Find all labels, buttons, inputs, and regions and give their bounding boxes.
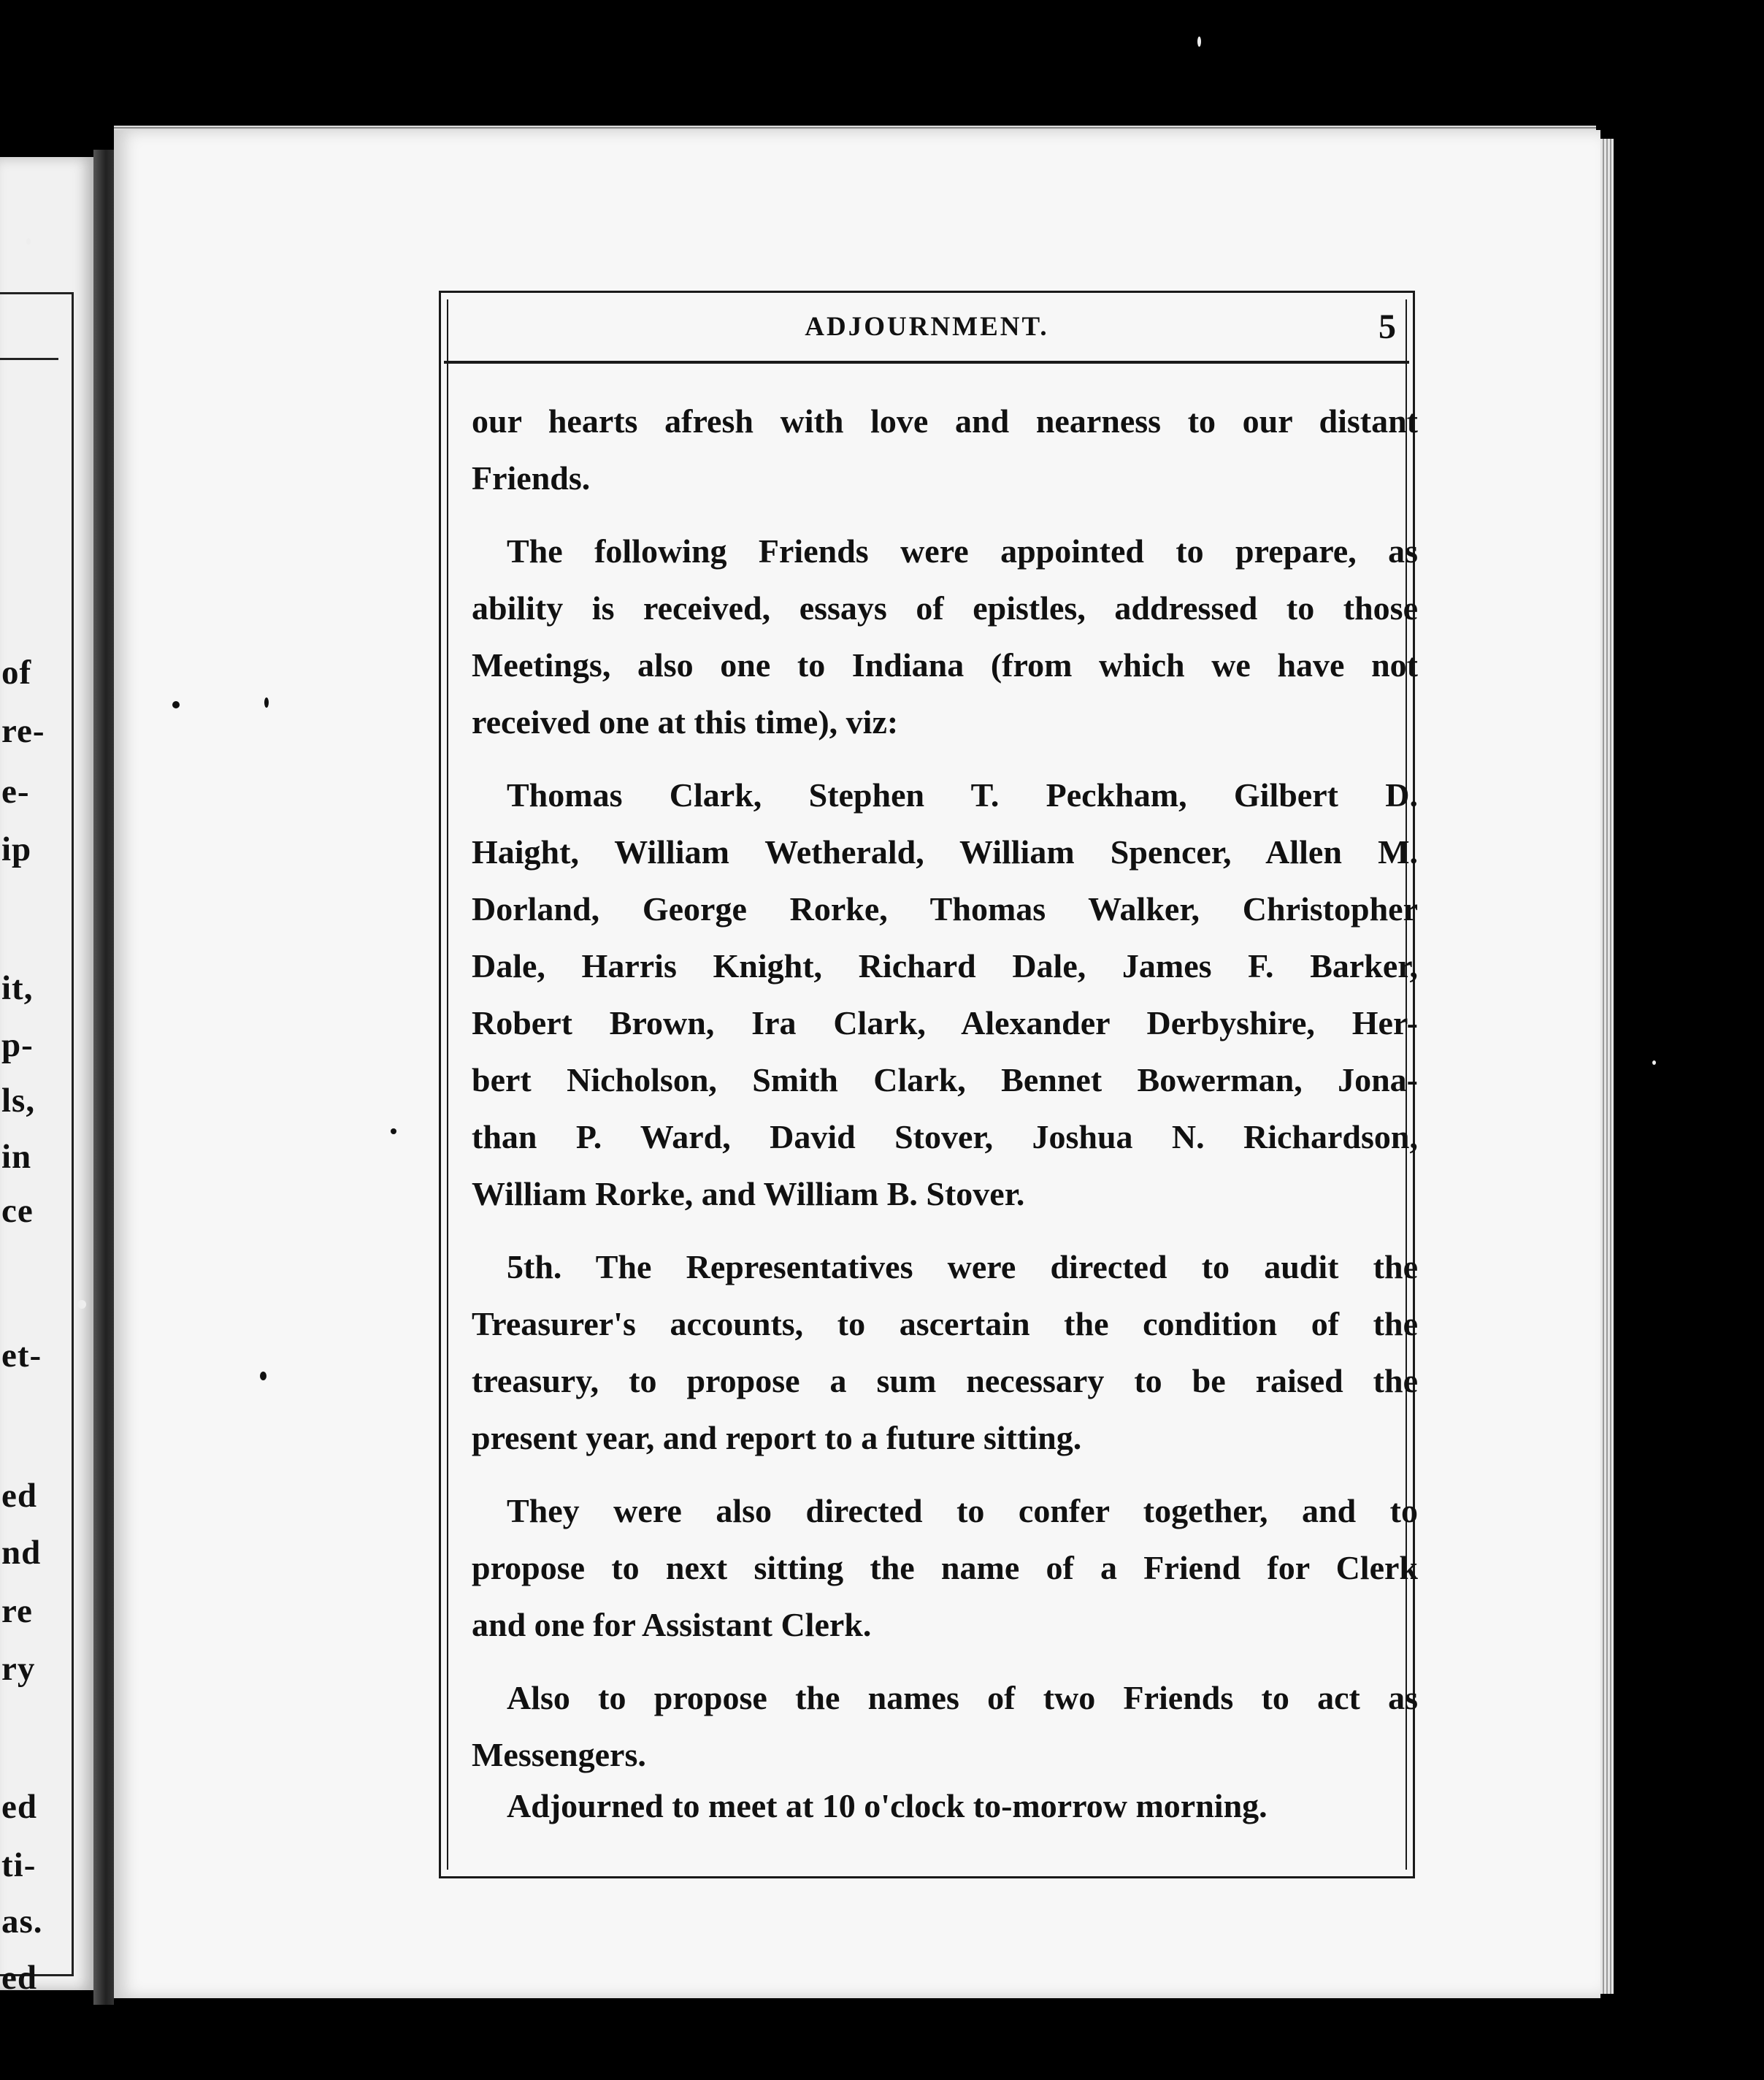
page-number: 5	[1378, 307, 1396, 346]
text-line: They were also directed to confer together, and to	[507, 1492, 1418, 1529]
body-text	[472, 393, 1421, 1835]
left-page-fragment: ip	[1, 830, 32, 868]
previous-page-head-rule	[0, 358, 58, 360]
scan-speck	[77, 1300, 86, 1309]
left-page-fragment: ce	[1, 1192, 34, 1230]
text-line: propose to next sitting the name of a Friend for Clerk	[472, 1549, 1418, 1586]
scan-speck	[172, 701, 180, 708]
running-head	[439, 291, 1415, 362]
text-line: Robert Brown, Ira Clark, Alexander Derbyshire, Her-	[472, 1004, 1418, 1041]
text-line: ability is received, essays of epistles, addressed to those	[472, 589, 1418, 627]
left-page-fragment: ry	[1, 1650, 36, 1688]
text-line: treasury, to propose a sum necessary to be raised the	[472, 1362, 1418, 1399]
left-page-fragment: ed	[1, 1477, 37, 1515]
left-page-fragment: in	[1, 1138, 32, 1176]
text-line: Meetings, also one to Indiana (from which we have not	[472, 646, 1418, 684]
scan-speck	[264, 697, 269, 708]
scan-speck	[1197, 37, 1201, 47]
text-line: bert Nicholson, Smith Clark, Bennet Bowerman, Jona-	[472, 1061, 1418, 1098]
left-page-fragment: re-	[1, 712, 45, 750]
text-line: Haight, William Wetherald, William Spencer, Allen M.	[472, 833, 1418, 871]
left-page-fragment: et-	[1, 1337, 42, 1374]
text-line: our hearts afresh with love and nearness to our distant	[472, 402, 1418, 440]
head-rule	[444, 361, 1409, 364]
scan-speck	[26, 238, 31, 245]
scan-speck	[391, 1128, 396, 1134]
left-page-fragment: as.	[1, 1903, 43, 1941]
scan-speck	[260, 1372, 266, 1380]
text-line: than P. Ward, David Stover, Joshua N. Richardson,	[472, 1118, 1418, 1155]
left-page-fragment: p-	[1, 1026, 34, 1064]
left-page-fragment: re	[1, 1592, 33, 1630]
text-line: and one for Assistant Clerk.	[472, 1606, 872, 1643]
left-page-fragment: of	[1, 654, 32, 692]
text-line: Dorland, George Rorke, Thomas Walker, Christopher	[472, 890, 1418, 928]
text-line: Adjourned to meet at 10 o'clock to-morrow morning.	[507, 1787, 1268, 1824]
text-line: present year, and report to a future sitting.	[472, 1419, 1082, 1456]
left-page-fragment: ls,	[1, 1082, 36, 1120]
text-line: Thomas Clark, Stephen T. Peckham, Gilbert D.	[507, 776, 1418, 814]
scan-speck	[1652, 1060, 1656, 1065]
text-line: The following Friends were appointed to prepare, as	[507, 532, 1418, 570]
text-line: Treasurer's accounts, to ascertain the condition of the	[472, 1305, 1418, 1342]
text-line: Friends.	[472, 459, 591, 497]
left-page-fragment: ed	[1, 1959, 37, 1997]
previous-page-frame	[0, 292, 74, 1976]
left-page-fragment: nd	[1, 1534, 42, 1572]
text-line: Also to propose the names of two Friends to act as	[507, 1679, 1418, 1716]
left-page-fragment: it,	[1, 969, 34, 1007]
previous-page	[0, 157, 93, 1997]
page-fore-edge	[1600, 139, 1614, 1994]
text-line: Messengers.	[472, 1736, 646, 1773]
text-line: Dale, Harris Knight, Richard Dale, James F. Barker,	[472, 947, 1418, 984]
book-gutter	[93, 150, 114, 2005]
left-page-fragment: ed	[1, 1788, 37, 1826]
running-head-title: ADJOURNMENT.	[805, 312, 1049, 342]
left-page-fragment: ti-	[1, 1846, 37, 1884]
text-line: 5th. The Representatives were directed to audit the	[507, 1248, 1418, 1285]
text-line: William Rorke, and William B. Stover.	[472, 1175, 1025, 1212]
text-line: received one at this time), viz:	[472, 703, 899, 741]
left-page-fragment: e-	[1, 773, 30, 811]
